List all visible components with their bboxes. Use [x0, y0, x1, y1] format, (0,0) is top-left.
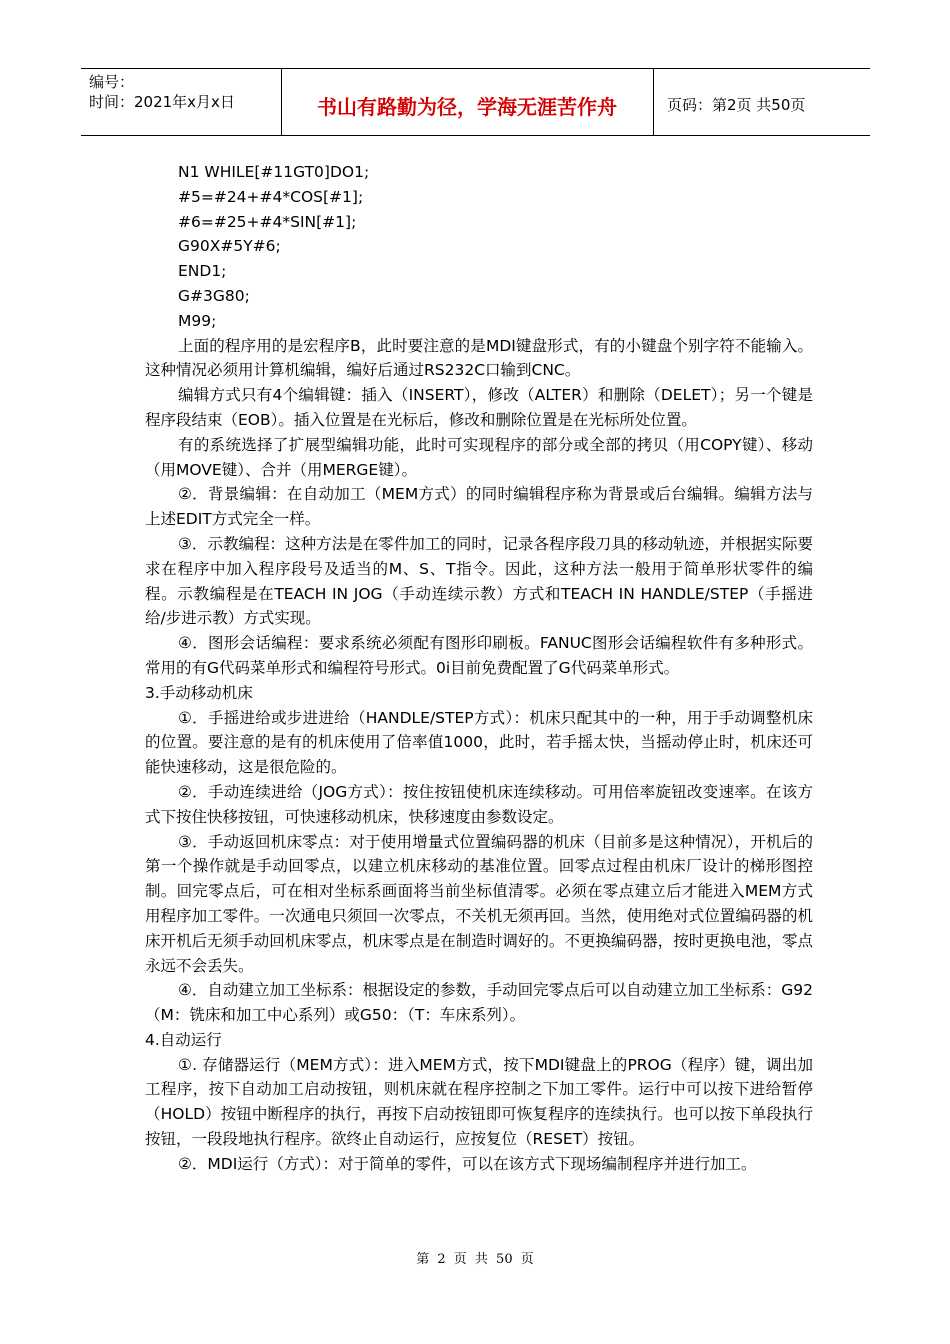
page-footer: 第 2 页 共 50 页: [416, 1252, 534, 1267]
paragraph: ②．手动连续进给（JOG方式）：按住按钮使机床连续移动。可用倍率旋钮改变速率。在该方式下按住快移按钮，可快速移动机床，快移速度由参数设定。: [145, 782, 813, 826]
page-header: [81, 68, 870, 136]
paragraph: 编辑方式只有4个编辑键：插入（INSERT），修改（ALTER）和删除（DELET）；另一个键是程序段结束（EOB）。插入位置是在光标后，修改和删除位置是在光标所处位置。: [145, 386, 813, 429]
header-motto: 书山有路勤为径，学海无涯苦作舟: [317, 95, 617, 119]
code-line: G#3G80;: [178, 286, 250, 305]
paragraph: ②．MDI运行（方式）：对于简单的零件，可以在该方式下现场编制程序并进行加工。: [178, 1154, 757, 1173]
header-meta: [89, 72, 235, 112]
section-heading: 3.手动移动机床: [145, 683, 253, 702]
code-line: END1;: [178, 262, 227, 281]
paragraph: ①. 存储器运行（MEM方式）：进入MEM方式，按下MDI键盘上的PROG（程序）键，调出加工程序，按下自动加工启动按钮，则机床就在程序控制之下加工零件。运行中可以按下进给暂停（HOLD）按钮中断程序的执行，再按下启动按钮即可恢复程序的连续执行。也可以按下单段执行按钮，一段段地执行程序。欲终止自动运行，应按复位（RESET）按钮。: [145, 1055, 813, 1149]
code-line: #5=#24+#4*COS[#1];: [178, 187, 364, 206]
code-line: G90X#5Y#6;: [178, 237, 281, 256]
header-page-info: 页码：第2页 共50页: [667, 96, 806, 114]
code-line: #6=#25+#4*SIN[#1];: [178, 212, 357, 231]
code-block: [145, 160, 813, 334]
header-divider-right: [653, 69, 654, 135]
paragraph: 上面的程序用的是宏程序B，此时要注意的是MDI键盘形式，有的小键盘个别字符不能输入。这种情况必须用计算机编辑，编好后通过RS232C口输到CNC。: [145, 336, 813, 380]
header-number-label: 编号：: [89, 73, 135, 91]
paragraph: 有的系统选择了扩展型编辑功能，此时可实现程序的部分或全部的拷贝（用COPY键）、移动（用MOVE键）、合并（用MERGE键）。: [145, 435, 813, 479]
paragraph: ③．手动返回机床零点：对于使用增量式位置编码器的机床（目前多是这种情况），开机后的第一个操作就是手动回零点，以建立机床移动的基准位置。回零点过程由机床厂设计的梯形图控制。回完零点后，可在相对坐标系画面将当前坐标值清零。必须在零点建立后才能进入MEM方式用程序加工零件。一次通电只须回一次零点，不关机无须再回。当然，使用绝对式位置编码器的机床开机后无须手动回机床零点，机床零点是在制造时调好的。不更换编码器，按时更换电池，零点永远不会丢失。: [145, 832, 813, 975]
section-heading: 4.自动运行: [145, 1030, 222, 1049]
paragraph: ④．图形会话编程：要求系统必须配有图形印刷板。FANUC图形会话编程软件有多种形式。常用的有G代码菜单形式和编程符号形式。0i目前免费配置了G代码菜单形式。: [145, 634, 813, 677]
code-line: M99;: [178, 311, 217, 330]
code-line: N1 WHILE[#11GT0]DO1;: [178, 163, 370, 181]
header-date-label: 时间：2021年x月x日: [89, 93, 235, 111]
paragraph: ②．背景编辑：在自动加工（MEM方式）的同时编辑程序称为背景或后台编辑。编辑方法与上述EDIT方式完全一样。: [145, 485, 813, 529]
document-body: [145, 160, 813, 1177]
paragraph: ①．手摇进给或步进进给（HANDLE/STEP方式）：机床只配其中的一种，用于手动调整机床的位置。要注意的是有的机床使用了倍率值1000，此时，若手摇太快，当摇动停止时，机床还可能快速移动，这是很危险的。: [145, 708, 813, 777]
paragraph: ③．示教编程：这种方法是在零件加工的同时，记录各程序段刀具的移动轨迹，并根据实际要求在程序中加入程序段号及适当的M、S、T指令。因此，这种方法一般用于简单形状零件的编程。示教编程是在TEACH IN JOG（手动连续示教）方式和TEACH IN HANDLE/STEP（手摇进给/步进示教）方式实现。: [145, 534, 813, 628]
paragraph: ④．自动建立加工坐标系：根据设定的参数，手动回完零点后可以自动建立加工坐标系：G92（M：铣床和加工中心系列）或G50：（T：车床系列）。: [145, 981, 813, 1025]
